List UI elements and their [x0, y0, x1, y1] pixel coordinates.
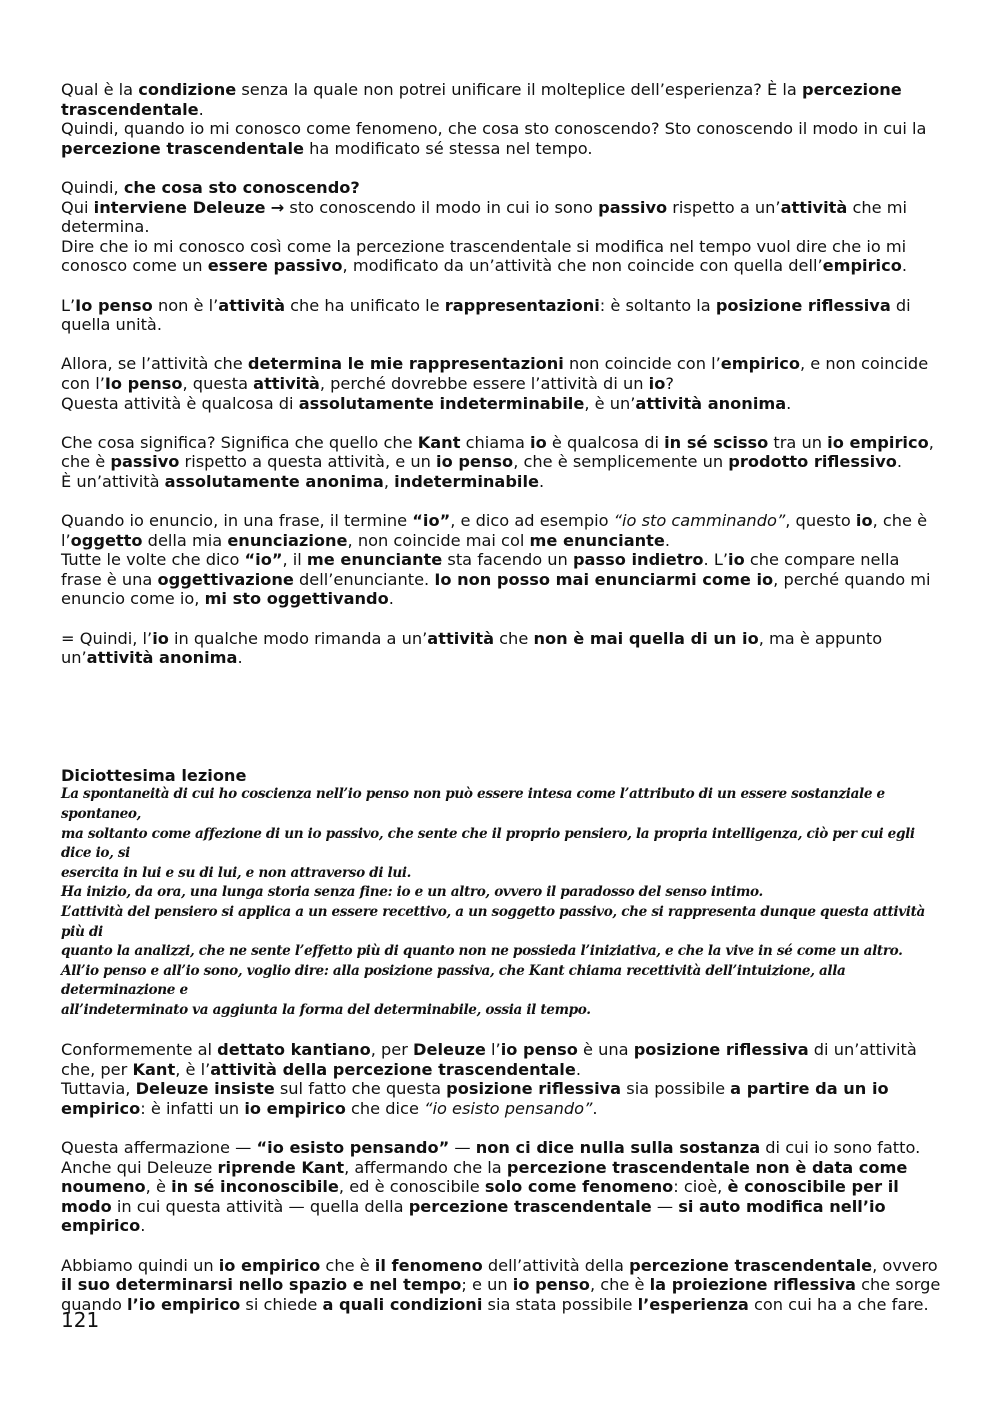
text-run: che dice [345, 1098, 425, 1118]
paragraph [61, 1256, 941, 1315]
bold-text: l’io empirico [127, 1294, 241, 1314]
text-run: sta facendo un [442, 550, 573, 570]
quote-line: All’io penso e all’io sono, voglio dire: alla posizione passiva, che Kant chiama recettività dell’intuizione, alla determinazione e [61, 962, 846, 999]
bold-text: passivo [110, 452, 180, 472]
text-run: sia possibile [621, 1079, 731, 1099]
bold-text: io empirico [827, 432, 929, 452]
bold-text: me enunciante [529, 530, 665, 550]
bold-text: che cosa sto conoscendo? [123, 177, 360, 197]
text-run: , modificato da un’attività che non coincide con quella dell’ [342, 256, 823, 276]
text-run: , è l’ [175, 1059, 211, 1079]
text-run: . [664, 530, 671, 550]
bold-text: me enunciante [306, 550, 443, 570]
text-run: , ed è conoscibile [338, 1177, 485, 1197]
bold-text: Kant [132, 1059, 176, 1079]
bold-text: assolutamente indeterminabile [298, 393, 585, 413]
bold-text: → [270, 197, 285, 217]
text-run: che compare nella frase è una [61, 550, 900, 589]
bold-text: empirico [720, 354, 800, 374]
text-run: Anche qui Deleuze [61, 1157, 218, 1177]
text-run: non è l’ [152, 295, 219, 315]
text-run: , e non coincide con l’ [61, 354, 929, 393]
text-run: che mi determina. [61, 197, 907, 237]
bold-text: rappresentazioni [444, 295, 600, 315]
bold-text: oggettivazione [157, 569, 294, 589]
text-run: . [539, 471, 545, 491]
quote-block [61, 785, 941, 1020]
text-run: Quindi, [61, 177, 124, 197]
text-run: , ovvero [872, 1255, 938, 1275]
bold-text: è conoscibile per il modo [61, 1177, 899, 1216]
bold-text: io penso [500, 1040, 578, 1060]
paragraph [61, 472, 941, 492]
paragraph [61, 433, 941, 472]
bold-text: enunciazione [227, 530, 348, 550]
bold-text: percezione trascendentale [61, 80, 902, 119]
text-run: , non coincide mai col [347, 530, 530, 550]
bold-text: attività della percezione trascendentale [210, 1059, 576, 1079]
text-run: , che è l’ [61, 511, 928, 550]
bold-text: posizione riflessiva [633, 1040, 809, 1060]
text-run: , per [370, 1040, 414, 1060]
bold-text: essere passivo [207, 256, 343, 276]
text-run: . [388, 589, 394, 609]
bold-text: solo come fenomeno [484, 1177, 674, 1197]
text-run: . [901, 256, 907, 276]
text-run: Qui [61, 197, 94, 217]
text-run: rispetto a questa attività, e un [179, 452, 437, 472]
text-run: , il [282, 550, 307, 570]
paragraph [61, 198, 941, 237]
text-run: . [786, 393, 792, 413]
text-run: Questa affermazione — [61, 1138, 257, 1158]
text-run: , questo [785, 511, 856, 531]
paragraph [61, 629, 941, 668]
text-run: di cui io sono fatto. [760, 1138, 921, 1158]
text-run: = Quindi, l’ [61, 628, 153, 648]
bold-text: io penso [512, 1275, 590, 1295]
text-run: ha modificato sé stessa nel tempo. [304, 138, 593, 158]
bold-text: Deleuze insiste [135, 1079, 275, 1099]
bold-text: empirico [822, 256, 902, 276]
bold-text: percezione trascendentale [61, 138, 305, 158]
bold-text: io [855, 511, 873, 531]
text-run: Che cosa significa? Significa che quello che [61, 432, 418, 452]
quote-line: ma soltanto come affezione di un io passivo, che sente che il proprio pensiero, la propria intelligenza, ciò per cui egli dice io, si [61, 825, 915, 862]
text-run: , è un’ [584, 393, 636, 413]
text-run: che sorge quando [61, 1275, 941, 1314]
text-run: sia stata possibile [482, 1294, 638, 1314]
bold-text: Io penso [104, 373, 183, 393]
paragraph [61, 296, 941, 335]
text-run: , questa [182, 373, 254, 393]
text-run: — [651, 1196, 679, 1216]
text-run: . [140, 1216, 146, 1236]
bold-text: io empirico [244, 1098, 346, 1118]
paragraph [61, 511, 941, 550]
bold-text: io [648, 373, 666, 393]
bold-text: posizione riflessiva [446, 1079, 622, 1099]
bold-text: non ci dice nulla sulla sostanza [475, 1138, 761, 1158]
text-run: , che è [61, 432, 934, 472]
bold-text: io empirico [218, 1255, 321, 1275]
text-run: di un’attività che, per [61, 1040, 917, 1079]
bold-text: Io non posso mai enunciarmi come io [434, 569, 774, 589]
bold-text: indeterminabile [394, 471, 540, 491]
paragraph [61, 1138, 941, 1158]
bold-text: attività [427, 628, 495, 648]
bold-text: l’esperienza [637, 1294, 749, 1314]
quote-line: esercita in lui e su di lui, e non attraverso di lui. [61, 864, 412, 881]
text-run: , affermando che la [344, 1157, 507, 1177]
text-run: sto conoscendo il modo in cui io sono [284, 197, 599, 217]
bold-text: riprende Kant [217, 1157, 345, 1177]
text-run: . [237, 648, 243, 668]
bold-text: assolutamente anonima [164, 471, 384, 491]
bold-text: attività [253, 373, 320, 393]
paragraph [61, 119, 941, 158]
paragraph [61, 394, 941, 414]
text-run: , che è semplicemente un [513, 452, 729, 472]
bold-text: attività anonima [635, 393, 787, 413]
text-run: , e dico ad esempio [450, 511, 614, 531]
text-run: che [494, 628, 534, 648]
italic-text: “io sto camminando” [613, 511, 786, 531]
text-run: Allora, se l’attività che [61, 354, 248, 374]
text-run: , [383, 471, 395, 491]
text-run: in cui questa attività — quella della [111, 1196, 409, 1216]
text-run: che ha unificato le [285, 295, 445, 315]
text-run: tra un [768, 432, 828, 452]
bold-text: percezione trascendentale [629, 1255, 873, 1275]
text-run: Questa attività è qualcosa di [61, 393, 299, 413]
text-run: L’ [61, 295, 76, 315]
text-run: di quella unità. [61, 295, 911, 335]
bold-text: a partire da un io empirico [61, 1079, 889, 1118]
text-run: : è soltanto la [599, 295, 716, 315]
text-run: dell’enunciante. [293, 569, 435, 589]
text-run: l’ [485, 1040, 501, 1060]
text-run: — [449, 1138, 476, 1158]
bold-text: Io penso [75, 295, 153, 315]
bold-text: dettato kantiano [217, 1040, 371, 1060]
text-run: . [592, 1098, 598, 1118]
quote-line: quanto la analizzi, che ne sente l’effetto più di quanto non ne possieda l’iniziativa, e che la vive in sé come un altro. [61, 943, 903, 960]
bold-text: “io” [244, 550, 283, 570]
bold-text: Kant [417, 432, 461, 452]
bold-text: io [152, 628, 169, 648]
bold-text: oggetto [70, 530, 143, 550]
text-run: è qualcosa di [546, 432, 665, 452]
paragraph [61, 550, 941, 609]
text-run: , è [145, 1177, 172, 1197]
text-run: Dire che io mi conosco così come la percezione trascendentale si modifica nel tempo vuol dire che io mi conosco come un [61, 236, 907, 276]
bold-text: il suo determinarsi nello spazio e nel tempo [61, 1275, 462, 1295]
bold-text: condizione [138, 80, 237, 99]
text-run: Quindi, quando io mi conosco come fenomeno, che cosa sto conoscendo? Sto conoscendo il modo in cui la [61, 119, 927, 139]
bold-text: io [530, 432, 547, 452]
text-run: non coincide con l’ [563, 354, 721, 374]
bold-text: mi sto oggettivando [204, 589, 389, 609]
text-run: in qualche modo rimanda a un’ [168, 628, 428, 648]
bold-text: si auto modifica nell’io empirico [61, 1196, 886, 1236]
bold-text: passivo [598, 197, 668, 217]
text-run: rispetto a un’ [667, 197, 781, 217]
text-run: della mia [142, 530, 228, 550]
bold-text: io [728, 550, 745, 570]
bold-text: attività [218, 295, 285, 315]
bold-text: posizione riflessiva [715, 295, 891, 315]
bold-text: la proiezione riflessiva [649, 1275, 856, 1295]
paragraph [61, 178, 941, 198]
bold-text: determina le mie rappresentazioni [247, 354, 564, 374]
paragraph [61, 237, 941, 276]
bold-text: “io” [412, 511, 451, 531]
bold-text: io penso [436, 452, 514, 472]
text-run: sul fatto che questa [274, 1079, 447, 1099]
text-run: che è [320, 1255, 375, 1275]
text-run: , perché quando mi enuncio come io, [61, 569, 931, 609]
page-number: 121 [61, 1308, 100, 1332]
text-run: chiama [460, 432, 531, 452]
bold-text: percezione trascendentale non è data come noumeno [61, 1157, 908, 1197]
text-run: . [198, 99, 204, 119]
text-run: dell’attività della [482, 1255, 630, 1275]
quote-line: all’indeterminato va aggiunta la forma del determinabile, ossia il tempo. [61, 1001, 591, 1018]
quote-line: L’attività del pensiero si applica a un essere recettivo, a un soggetto passivo, che si rappresenta dunque questa attività più di [61, 903, 925, 940]
text-run: Quando io enuncio, in una frase, il termine [61, 511, 413, 531]
text-run: è una [577, 1040, 634, 1060]
bold-text: non è mai quella di un io [533, 628, 759, 648]
paragraph [61, 1158, 941, 1236]
quote-line: Ha inizio, da ora, una lunga storia senza fine: io e un altro, ovvero il paradosso del senso intimo. [61, 884, 763, 901]
bold-text: interviene Deleuze [93, 197, 266, 217]
text-run: , che è [589, 1275, 650, 1295]
bold-text: percezione trascendentale [408, 1196, 652, 1216]
paragraph [61, 1040, 941, 1079]
text-run: . L’ [703, 550, 729, 570]
text-run: Tutte le volte che dico [61, 550, 245, 570]
paragraph [61, 354, 941, 393]
paragraph [61, 80, 941, 119]
text-run: . [896, 452, 903, 472]
paragraph [61, 1079, 941, 1118]
bold-text: in sé inconoscibile [171, 1177, 339, 1197]
bold-text: il fenomeno [374, 1255, 483, 1275]
bold-text: Deleuze [413, 1040, 486, 1060]
text-run: : è infatti un [140, 1098, 245, 1118]
bold-text: attività [780, 197, 848, 217]
text-run: : cioè, [673, 1177, 728, 1197]
text-run: senza la quale non potrei unificare il molteplice dell’esperienza? È la [236, 80, 802, 99]
bold-text: passo indietro [572, 550, 704, 570]
text-run: È un’attività [61, 471, 165, 491]
text-run: , ma è appunto un’ [61, 628, 883, 668]
text-run: con cui ha a che fare. [748, 1294, 929, 1314]
document-page [61, 80, 941, 1314]
bold-text: in sé scisso [664, 432, 769, 452]
text-run: , perché dovrebbe essere l’attività di un [319, 373, 649, 393]
bold-text: prodotto riflessivo [728, 452, 897, 472]
italic-text: “io esisto pensando” [424, 1098, 593, 1118]
bold-text: a quali condizioni [322, 1294, 483, 1314]
text-run: Qual è la [61, 80, 139, 99]
text-run: Tuttavia, [61, 1079, 136, 1099]
lesson-heading: Diciottesima lezione [61, 765, 247, 785]
text-run: ; e un [461, 1275, 513, 1295]
quote-line: La spontaneità di cui ho coscienza nell’io penso non può essere intesa come l’attributo di un essere sostanziale e spontaneo, [61, 786, 885, 822]
bold-text: “io esisto pensando” [256, 1138, 450, 1158]
text-run: Abbiamo quindi un [61, 1255, 219, 1275]
text-run: Conformemente al [61, 1040, 218, 1060]
text-run: ? [665, 373, 674, 393]
text-run: si chiede [240, 1294, 323, 1314]
text-run: . [575, 1059, 581, 1079]
bold-text: attività anonima [86, 648, 238, 668]
